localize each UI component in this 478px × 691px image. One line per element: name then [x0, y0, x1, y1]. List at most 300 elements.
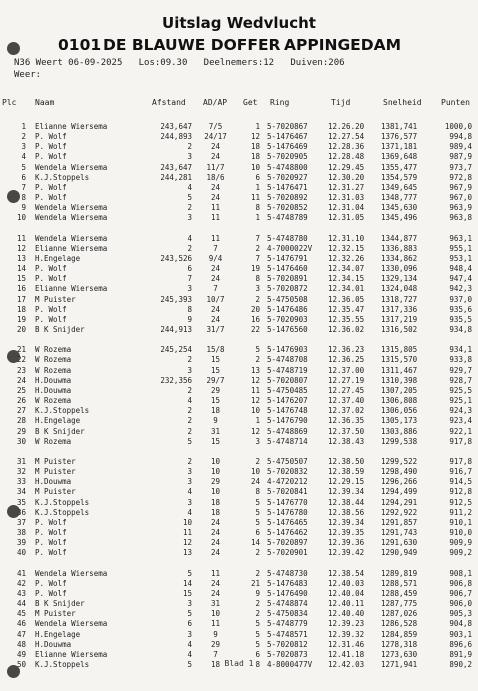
cell-snelheid: 1306,056 [381, 406, 418, 416]
table-row [0, 619, 478, 629]
table-row [0, 548, 478, 558]
cell-ring: 5-1476469 [267, 142, 308, 152]
cell-afstand: 8 [187, 304, 192, 314]
cell-punten: 963,8 [449, 213, 472, 223]
table-row [0, 416, 478, 426]
page-title: Uitslag Wedvlucht [162, 14, 316, 32]
cell-pl: 22 [16, 355, 26, 365]
cell-tijd: 12.39.35 [328, 528, 365, 537]
cell-tijd: 12.40.40 [328, 609, 365, 619]
cell-tijd: 12.39.42 [328, 548, 365, 558]
cell-adap: 31 [210, 426, 221, 436]
cell-punten: 890,2 [449, 659, 472, 669]
cell-naam: P. Wolf [35, 538, 67, 548]
cell-snelheid: 1298,490 [381, 467, 418, 477]
cell-get: 12 [250, 426, 260, 436]
cell-adap: 15 [210, 365, 221, 375]
cell-ring: 5-4750485 [267, 385, 308, 395]
table-row [0, 487, 478, 497]
col-adap: AD/AP [203, 98, 228, 107]
cell-adap: 24 [210, 182, 221, 192]
table-row [0, 284, 478, 294]
cell-punten: 912,5 [449, 497, 472, 507]
cell-tijd: 12.39.34 [328, 517, 365, 527]
cell-naam: Elianne Wiersema [35, 649, 108, 659]
cell-pl: 27 [16, 406, 26, 416]
cell-ring: 5-1476465 [267, 517, 308, 527]
cell-tijd: 12.38.50 [328, 456, 365, 466]
cell-tijd: 12.28.48 [328, 152, 365, 162]
cell-tijd: 12.41.18 [328, 649, 365, 659]
table-row [0, 508, 478, 518]
cell-ring: 5-1476483 [267, 578, 308, 588]
cell-naam: B K Snijder [35, 599, 85, 609]
cell-get: 7 [255, 233, 260, 243]
cell-tijd: 12.40.03 [328, 578, 365, 588]
cell-pl: 28 [16, 416, 26, 426]
cell-naam: P. Wolf [35, 548, 67, 558]
cell-ring: 4-7000022V [267, 243, 313, 253]
cell-snelheid: 1286,528 [381, 619, 418, 629]
cell-punten: 896,6 [449, 639, 472, 649]
cell-get: 8 [255, 487, 260, 497]
cell-snelheid: 1278,318 [381, 639, 418, 649]
cell-punten: 906,8 [449, 578, 472, 588]
cell-get: 1 [255, 182, 260, 192]
cell-pl: 20 [16, 325, 26, 334]
cell-tijd: 12.40.11 [328, 599, 365, 609]
cell-get: 2 [255, 456, 260, 466]
cell-get: 20 [250, 304, 260, 314]
cell-get: 18 [250, 142, 260, 152]
cell-adap: 29 [210, 477, 221, 487]
cell-snelheid: 1284,859 [381, 629, 418, 639]
cell-pl: 26 [16, 396, 26, 406]
cell-pl: 3 [21, 142, 26, 152]
cell-ring: 5-7020903 [267, 314, 308, 324]
cell-naam: H.Douwma [35, 477, 72, 487]
cell-snelheid: 1299,522 [381, 456, 418, 466]
cell-punten: 1000,0 [444, 122, 472, 131]
table-row [0, 132, 478, 142]
cell-naam: M Puister [35, 487, 76, 497]
cell-tijd: 12.39.34 [328, 487, 365, 497]
col-get: Get [243, 98, 258, 107]
cell-snelheid: 1294,291 [381, 497, 418, 507]
cell-ring: 5-1476791 [267, 253, 308, 263]
cell-afstand: 2 [187, 406, 192, 416]
cell-punten: 924,3 [449, 406, 472, 416]
cell-ring: 5-4748779 [267, 619, 308, 629]
cell-afstand: 244,913 [160, 325, 192, 334]
col-punten: Punten [441, 98, 470, 107]
cell-afstand: 3 [187, 284, 192, 294]
cell-get: 10 [250, 467, 260, 477]
table-row [0, 467, 478, 477]
cell-afstand: 244,893 [160, 132, 192, 142]
table-row [0, 152, 478, 162]
cell-afstand: 245,393 [160, 294, 192, 304]
cell-pl: 34 [16, 487, 26, 497]
cell-tijd: 12.31.10 [328, 233, 365, 243]
punch-hole [7, 42, 20, 55]
cell-tijd: 12.38.44 [328, 497, 365, 507]
table-row [0, 295, 478, 305]
cell-afstand: 244,281 [160, 172, 192, 182]
cell-snelheid: 1294,499 [381, 487, 418, 497]
cell-naam: M Puister [35, 456, 76, 466]
cell-afstand: 2 [187, 142, 192, 152]
cell-afstand: 5 [187, 436, 192, 446]
cell-punten: 909,9 [449, 538, 472, 548]
cell-tijd: 12.31.05 [328, 213, 365, 223]
cell-tijd: 12.37.40 [328, 396, 365, 406]
cell-punten: 972,8 [449, 172, 472, 182]
cell-ring: 5-4750508 [267, 294, 308, 304]
cell-adap: 24 [210, 528, 221, 537]
cell-snelheid: 1310,398 [381, 375, 418, 385]
cell-get: 8 [255, 274, 260, 284]
cell-pl: 23 [16, 365, 26, 375]
cell-naam: H.Douwma [35, 639, 72, 649]
page-footer: Blad 1 [224, 659, 254, 668]
cell-tijd: 12.32.26 [328, 253, 365, 263]
cell-get: 21 [250, 578, 260, 588]
cell-get: 22 [250, 325, 260, 334]
table-row [0, 477, 478, 487]
cell-pl: 35 [16, 497, 26, 507]
cell-adap: 24 [210, 152, 221, 162]
cell-punten: 904,8 [449, 619, 472, 629]
table-row [0, 305, 478, 315]
cell-tijd: 12.39.23 [328, 619, 365, 629]
cell-tijd: 12.29.15 [328, 477, 365, 487]
cell-punten: 912,8 [449, 487, 472, 497]
cell-naam: Wendela Wiersema [35, 568, 108, 578]
cell-afstand: 5 [187, 568, 192, 578]
cell-naam: P. Wolf [35, 588, 67, 598]
cell-pl: 19 [16, 314, 26, 324]
cell-adap: 18 [210, 659, 221, 669]
cell-tijd: 12.38.54 [328, 568, 365, 578]
cell-get: 7 [255, 253, 260, 263]
table-row [0, 427, 478, 437]
cell-pl: 33 [16, 477, 26, 487]
table-row [0, 589, 478, 599]
cell-adap: 10/7 [206, 294, 225, 304]
cell-get: 8 [255, 203, 260, 213]
cell-naam: K.J.Stoppels [35, 507, 90, 517]
cell-afstand: 243,526 [160, 253, 192, 263]
cell-pl: 41 [16, 568, 26, 578]
cell-adap: 7/5 [208, 122, 223, 131]
row-spacer [0, 224, 478, 234]
cell-afstand: 2 [187, 456, 192, 466]
cell-ring: 5-1476903 [267, 345, 308, 355]
cell-get: 5 [255, 497, 260, 507]
cell-pl: 49 [16, 649, 26, 659]
cell-afstand: 3 [187, 152, 192, 162]
cell-get: 1 [255, 416, 260, 426]
cell-naam: P. Wolf [35, 152, 67, 162]
cell-naam: B K Snijder [35, 325, 85, 334]
cell-naam: H.Engelage [35, 253, 81, 263]
table-row [0, 457, 478, 467]
cell-adap: 29 [210, 639, 221, 649]
cell-pl: 43 [16, 588, 26, 598]
table-row [0, 518, 478, 528]
cell-tijd: 12.27.19 [328, 375, 365, 385]
table-row [0, 355, 478, 365]
cell-snelheid: 1349,645 [381, 182, 418, 192]
cell-tijd: 12.36.02 [328, 325, 365, 334]
cell-ring: 5-7020867 [267, 122, 308, 131]
table-row [0, 234, 478, 244]
table-row [0, 609, 478, 619]
cell-naam: H.Douwma [35, 375, 72, 385]
cell-adap: 18 [210, 507, 221, 517]
cell-naam: P. Wolf [35, 193, 67, 203]
cell-snelheid: 1271,941 [381, 659, 418, 669]
cell-ring: 5-7020807 [267, 375, 308, 385]
cell-ring: 5-1476770 [267, 497, 308, 507]
table-row [0, 366, 478, 376]
cell-punten: 934,8 [449, 325, 472, 334]
cell-pl: 9 [21, 203, 26, 213]
table-row [0, 244, 478, 254]
cell-adap: 15 [210, 436, 221, 446]
cell-afstand: 12 [182, 538, 192, 548]
cell-naam: P. Wolf [35, 314, 67, 324]
cell-snelheid: 1296,266 [381, 477, 418, 487]
table-row [0, 640, 478, 650]
cell-get: 14 [250, 538, 260, 548]
cell-snelheid: 1318,727 [381, 294, 418, 304]
table-row [0, 274, 478, 284]
cell-adap: 9 [213, 416, 218, 426]
cell-tijd: 12.38.59 [328, 467, 365, 477]
cell-get: 2 [255, 568, 260, 578]
cell-naam: P. Wolf [35, 304, 67, 314]
table-row [0, 386, 478, 396]
cell-pl: 8 [21, 193, 26, 203]
cell-tijd: 12.40.04 [328, 588, 365, 598]
cell-pl: 46 [16, 619, 26, 629]
cell-ring: 5-7020905 [267, 152, 308, 162]
cell-snelheid: 1307,205 [381, 385, 418, 395]
cell-adap: 24/17 [204, 132, 227, 142]
cell-naam: P. Wolf [35, 264, 67, 274]
cell-ring: 5-1476748 [267, 406, 308, 416]
cell-snelheid: 1324,048 [381, 284, 418, 294]
cell-ring: 5-4748730 [267, 568, 308, 578]
cell-naam: P. Wolf [35, 528, 67, 537]
cell-punten: 891,9 [449, 649, 472, 659]
col-plaats: Plc [2, 98, 17, 107]
table-row [0, 325, 478, 335]
cell-adap: 18 [210, 406, 221, 416]
cell-naam: P. Wolf [35, 142, 67, 152]
cell-afstand: 6 [187, 619, 192, 629]
cell-tijd: 12.30.20 [328, 172, 365, 182]
cell-snelheid: 1289,819 [381, 568, 418, 578]
cell-get: 5 [255, 619, 260, 629]
cell-pl: 50 [16, 659, 26, 669]
cell-get: 2 [255, 599, 260, 609]
cell-ring: 5-7020852 [267, 203, 308, 213]
cell-punten: 947,4 [449, 274, 472, 284]
cell-punten: 908,1 [449, 568, 472, 578]
cell-snelheid: 1369,648 [381, 152, 418, 162]
cell-get: 12 [250, 375, 260, 385]
cell-tijd: 12.27.45 [328, 385, 365, 395]
cell-adap: 18 [210, 497, 221, 507]
cell-adap: 7 [213, 649, 218, 659]
cell-pl: 14 [16, 264, 26, 274]
cell-punten: 911,2 [449, 507, 472, 517]
club-name: DE BLAUWE DOFFER [103, 36, 281, 54]
cell-snelheid: 1316,502 [381, 325, 418, 334]
cell-pl: 5 [21, 162, 26, 172]
cell-afstand: 3 [187, 477, 192, 487]
cell-pl: 32 [16, 467, 26, 477]
table-row [0, 528, 478, 538]
cell-pl: 47 [16, 629, 26, 639]
cell-tijd: 12.36.35 [328, 416, 365, 426]
cell-get: 6 [255, 528, 260, 537]
cell-afstand: 3 [187, 599, 192, 609]
cell-punten: 910,0 [449, 528, 472, 537]
cell-afstand: 2 [187, 203, 192, 213]
cell-adap: 15/8 [206, 345, 225, 355]
cell-tijd: 12.37.00 [328, 365, 365, 375]
cell-naam: K.J.Stoppels [35, 659, 90, 669]
table-row [0, 193, 478, 203]
cell-punten: 916,7 [449, 467, 472, 477]
cell-afstand: 2 [187, 416, 192, 426]
cell-ring: 5-4748719 [267, 365, 308, 375]
cell-get: 1 [255, 122, 260, 131]
cell-adap: 7 [213, 284, 218, 294]
cell-ring: 5-7020891 [267, 274, 308, 284]
cell-pl: 39 [16, 538, 26, 548]
cell-ring: 5-7020841 [267, 487, 308, 497]
cell-snelheid: 1354,579 [381, 172, 418, 182]
cell-punten: 955,1 [449, 243, 472, 253]
cell-snelheid: 1273,630 [381, 649, 418, 659]
cell-afstand: 232,356 [160, 375, 192, 385]
cell-get: 5 [255, 639, 260, 649]
cell-snelheid: 1288,571 [381, 578, 418, 588]
cell-tijd: 12.36.25 [328, 355, 365, 365]
cell-naam: P. Wolf [35, 517, 67, 527]
cell-pl: 17 [16, 294, 26, 304]
cell-afstand: 7 [187, 274, 192, 284]
table-row [0, 498, 478, 508]
cell-punten: 994,8 [449, 132, 472, 142]
cell-snelheid: 1329,134 [381, 274, 418, 284]
cell-pl: 6 [21, 172, 26, 182]
cell-pl: 15 [16, 274, 26, 284]
table-row [0, 315, 478, 325]
cell-afstand: 4 [187, 182, 192, 192]
cell-naam: Wendela Wiersema [35, 213, 108, 223]
cell-adap: 7 [213, 243, 218, 253]
cell-punten: 903,1 [449, 629, 472, 639]
cell-adap: 24 [210, 588, 221, 598]
cell-ring: 5-4748869 [267, 426, 308, 436]
cell-adap: 24 [210, 517, 221, 527]
cell-adap: 24 [210, 264, 221, 274]
cell-afstand: 4 [187, 396, 192, 406]
cell-adap: 9 [213, 629, 218, 639]
cell-naam: Elianne Wiersema [35, 122, 108, 131]
cell-ring: 5-4750507 [267, 456, 308, 466]
cell-naam: B K Snijder [35, 426, 85, 436]
cell-snelheid: 1317,336 [381, 304, 418, 314]
cell-punten: 963,9 [449, 203, 472, 213]
cell-pl: 42 [16, 578, 26, 588]
cell-adap: 11/7 [206, 162, 225, 172]
cell-adap: 24 [210, 314, 221, 324]
cell-pl: 45 [16, 609, 26, 619]
cell-tijd: 12.28.36 [328, 142, 365, 152]
cell-pl: 30 [16, 436, 26, 446]
cell-get: 6 [255, 172, 260, 182]
cell-adap: 10 [210, 487, 221, 497]
cell-tijd: 12.36.05 [328, 294, 365, 304]
cell-tijd: 12.39.32 [328, 629, 365, 639]
cell-afstand: 10 [182, 517, 192, 527]
cell-snelheid: 1288,459 [381, 588, 418, 598]
cell-snelheid: 1290,949 [381, 548, 418, 558]
cell-adap: 24 [210, 548, 221, 558]
cell-tijd: 12.36.23 [328, 345, 365, 355]
cell-get: 2 [255, 294, 260, 304]
cell-snelheid: 1303,886 [381, 426, 418, 436]
cell-tijd: 12.34.15 [328, 274, 365, 284]
cell-snelheid: 1355,477 [381, 162, 418, 172]
cell-adap: 10 [210, 609, 221, 619]
cell-pl: 4 [21, 152, 26, 162]
cell-punten: 905,3 [449, 609, 472, 619]
cell-snelheid: 1306,808 [381, 396, 418, 406]
table-row [0, 173, 478, 183]
cell-punten: 935,6 [449, 304, 472, 314]
cell-punten: 942,3 [449, 284, 472, 294]
cell-afstand: 3 [187, 467, 192, 477]
cell-ring: 4-4720212 [267, 477, 308, 487]
cell-ring: 5-7020901 [267, 548, 308, 558]
cell-naam: H.Engelage [35, 416, 81, 426]
cell-punten: 917,8 [449, 436, 472, 446]
cell-snelheid: 1376,577 [381, 132, 418, 142]
cell-punten: 948,4 [449, 264, 472, 274]
table-row [0, 142, 478, 152]
cell-punten: 934,1 [449, 345, 472, 355]
cell-naam: Wendela Wiersema [35, 203, 108, 213]
cell-adap: 24 [210, 274, 221, 284]
cell-tijd: 12.31.46 [328, 639, 365, 649]
cell-ring: 5-7020872 [267, 284, 308, 294]
cell-punten: 953,1 [449, 253, 472, 263]
cell-pl: 11 [16, 233, 26, 243]
table-row [0, 213, 478, 223]
cell-adap: 9/4 [208, 253, 223, 263]
cell-pl: 37 [16, 517, 26, 527]
cell-ring: 5-7020873 [267, 649, 308, 659]
table-row [0, 630, 478, 640]
